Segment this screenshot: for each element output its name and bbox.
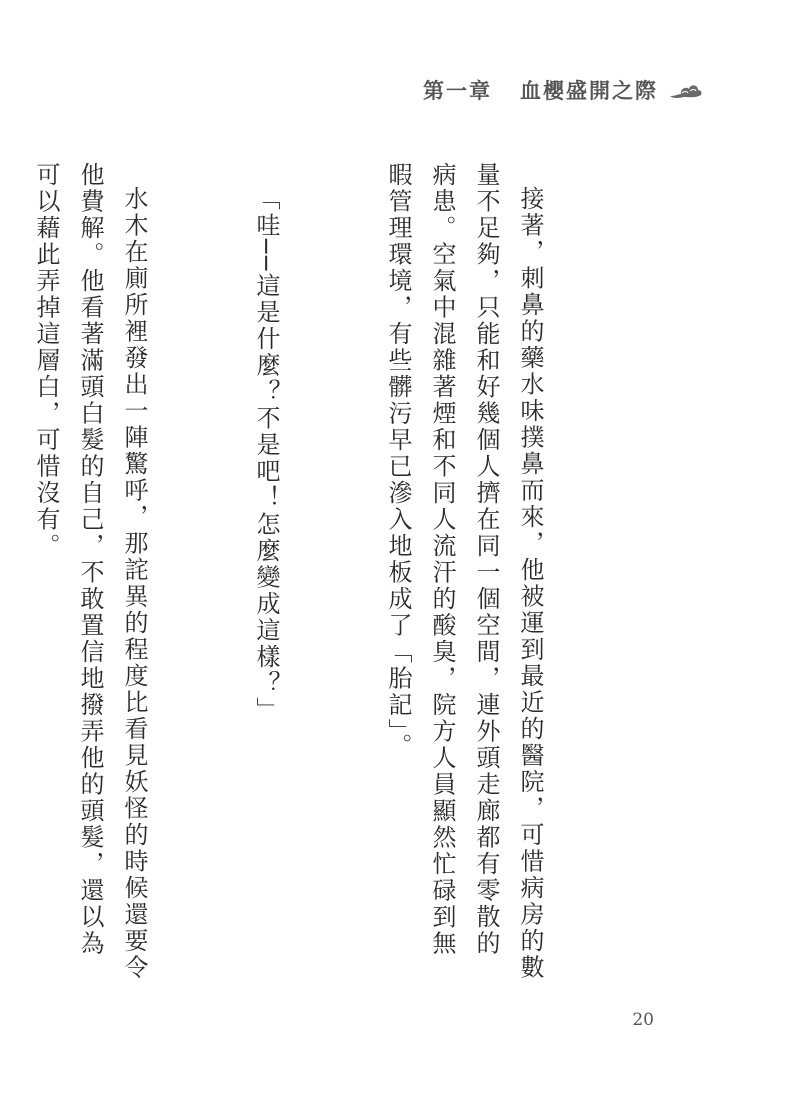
- paragraph-3: 水木在廁所裡發出一陣驚呼，那詫異的程度比看見妖怪的時候還要令他費解。他看著滿頭白髮的自己，不敢置信地撥弄他的頭髮，還以為可以藉此弄掉這層白，可惜沒有。: [32, 162, 148, 981]
- vertical-body-text: [0, 162, 640, 982]
- chapter-title: 血櫻盛開之際: [520, 78, 658, 103]
- paragraph-1: 接著，刺鼻的藥水味撲鼻而來，他被運到最近的醫院，可惜病房的數量不足夠，只能和好幾個人擠在同一個空間，連外頭走廊都有零散的病患。空氣中混雜著煙和不同人流汗的酸臭，院方人員顯然忙碌到無暇管理環境，有些髒污早已滲入地板成了「胎記」。: [384, 162, 544, 981]
- running-header: [423, 72, 704, 108]
- paragraph-2: 「哇──這是什麼？不是吧！怎麼變成這樣？」: [252, 186, 280, 724]
- cloud-icon: [668, 79, 704, 101]
- page-number: 20: [632, 1010, 654, 1030]
- chapter-label: 第一章: [423, 78, 492, 103]
